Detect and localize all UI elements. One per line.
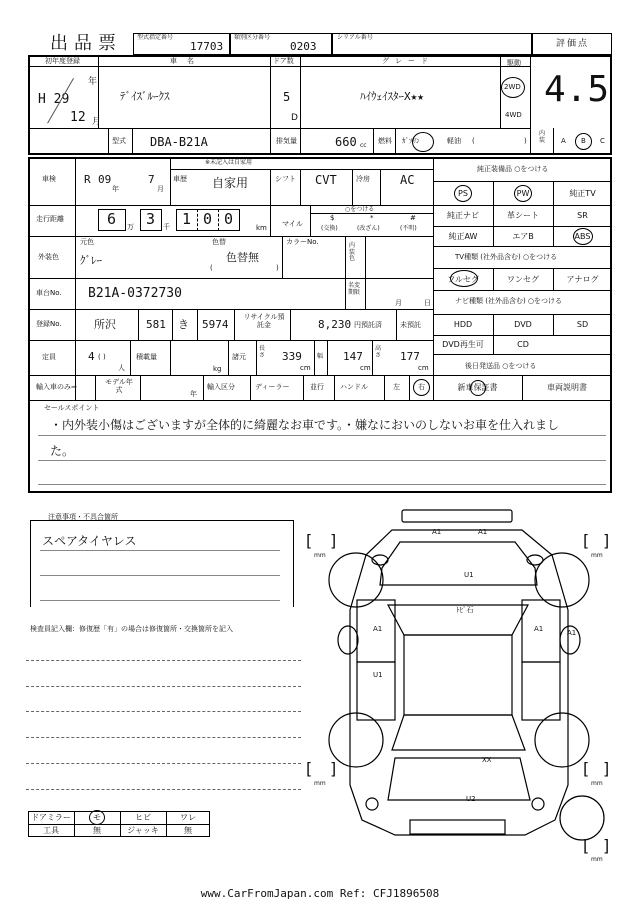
equip-ps: PS <box>458 188 468 198</box>
usage-value: 自家用 <box>212 176 249 190</box>
inspection-month: 7 <box>148 173 155 186</box>
displacement-label: 排気量 <box>276 137 297 145</box>
equip-aw: 純正AW <box>448 231 478 241</box>
nav-cd: CD <box>517 340 529 349</box>
doors-value: 5 <box>283 90 291 104</box>
drive-label: 駆動 <box>507 59 521 67</box>
len-label: 長さ <box>259 345 266 359</box>
tire-fr-bracket-r: ] <box>603 531 610 550</box>
later-title: 後日発送品 ○をつける <box>465 362 537 370</box>
score-label: 評価点 <box>556 39 590 49</box>
len-cm: cm <box>300 364 311 372</box>
mark-hood: U1 <box>464 571 474 579</box>
interior-c: C <box>600 137 605 145</box>
tool-label: 工具 <box>43 826 59 835</box>
handle-right: 右 <box>418 383 425 391</box>
plate-label: 登録No. <box>36 320 62 328</box>
shift-label: シフト <box>275 175 296 183</box>
capacity-value: 4 <box>88 350 95 363</box>
hgt-cm: cm <box>418 364 429 372</box>
interior-b: B <box>581 137 586 145</box>
doors-label: ドア数 <box>273 57 294 65</box>
length-value: 339 <box>282 350 302 363</box>
later-manual: 車両説明書 <box>547 383 587 392</box>
sales-label: セールスポイント <box>44 404 100 412</box>
car-diagram <box>300 500 620 870</box>
reg-year-unit: 年 <box>88 77 98 87</box>
tire-fl-bracket-l: [ <box>306 531 313 550</box>
tire-spare-bracket-l: [ <box>583 836 590 855</box>
handle-selected-circle <box>413 379 430 396</box>
tire-fl-mm: mm <box>314 552 326 559</box>
mirror-mo: モ <box>93 813 101 822</box>
interior-label: 内装 <box>539 130 546 144</box>
mileage-hash-sub: (不明) <box>400 225 417 232</box>
aircon-value: AC <box>400 173 415 187</box>
model-year-label: モデル年式 <box>105 378 133 395</box>
fuel-gasoline: ｶﾞｿﾘﾝ <box>402 137 420 145</box>
shift-value: CVT <box>315 173 337 187</box>
tire-rl-bracket-l: [ <box>306 759 313 778</box>
car-name-label: 車名 <box>170 57 204 65</box>
equip-abs-circle <box>573 228 593 245</box>
mark-windshield: ﾄﾋﾞ石 <box>456 606 474 614</box>
mileage-star-sub: (改ざん) <box>357 225 380 232</box>
name-change-day: 日 <box>424 299 431 307</box>
nav-dvd-play: DVD再生可 <box>442 340 484 349</box>
dims-label: 諸元 <box>232 353 246 361</box>
tv-analog: アナログ <box>566 274 599 284</box>
mileage-star: * <box>370 214 374 222</box>
aircon-label: 冷房 <box>356 175 370 183</box>
inspection-era: R <box>84 173 91 186</box>
load-label: 積載量 <box>136 353 157 361</box>
equip-navi: 純正ナビ <box>447 211 479 220</box>
nav-dvd: DVD <box>514 320 532 329</box>
width-value: 147 <box>343 350 363 363</box>
inspection-label: 車検 <box>42 175 56 183</box>
serial-label: シリアル番号 <box>337 34 373 41</box>
color-repaint-paren-close: ) <box>276 264 279 272</box>
equip-airbag: エアB <box>512 231 534 241</box>
mileage-d5: 0 <box>224 210 234 228</box>
mark-rear-bumper: U2 <box>466 795 476 803</box>
equip-ps-circle <box>454 185 472 202</box>
fuel-paren-open: ( <box>472 137 475 145</box>
mileage-sen: 千 <box>163 223 170 231</box>
reg-month: 12 <box>70 110 86 125</box>
chassis-value: B21A-0372730 <box>88 286 182 301</box>
mark-left-rear-door: U1 <box>373 671 383 679</box>
drive-4wd: 4WD <box>505 111 522 119</box>
reg-month-unit: 月 <box>92 117 102 127</box>
mark-right-mirror: A1 <box>567 629 577 637</box>
notes-label: 注意事項・不具合箇所 <box>48 513 118 521</box>
capacity-unit: 人 <box>118 364 125 372</box>
mark-trunk: XX <box>482 756 492 764</box>
equip-pw: PW <box>516 188 530 198</box>
color-orig-label: 元色 <box>80 238 94 246</box>
mark-right-front-door: A1 <box>534 625 544 633</box>
mirror-header: ドアミラー <box>31 813 71 822</box>
first-reg-label: 初年度登録 <box>45 57 80 65</box>
footer-ref: www.CarFromJapan.com Ref: CFJ1896508 <box>200 887 440 900</box>
color-orig-value: ｸﾞﾚｰ <box>80 254 102 267</box>
fuel-label: 燃料 <box>378 137 392 145</box>
grade-label: グレード <box>382 57 434 65</box>
tire-fr-bracket-l: [ <box>583 531 590 550</box>
score-value: 4.5 <box>544 69 610 110</box>
name-change-label: 名変期限 <box>348 282 361 296</box>
mirror-crack: ヒビ <box>135 813 151 822</box>
sales-line-2: た。 <box>50 444 75 458</box>
model-code-value: 17703 <box>190 40 224 53</box>
plate-number: 5974 <box>202 318 229 331</box>
tire-rl-mm: mm <box>314 780 326 787</box>
tire-spare-mm: mm <box>591 856 603 863</box>
later-warranty: 新車保証書 <box>457 383 498 392</box>
displacement-value: 660 <box>335 135 357 149</box>
later-warranty-circle <box>470 380 486 396</box>
mileage-mile: マイル <box>282 220 303 228</box>
mileage-d3: 1 <box>182 210 192 228</box>
mileage-unit: km <box>256 224 267 232</box>
model-type-value: DBA-B21A <box>150 135 208 149</box>
mileage-d4: 0 <box>203 210 213 228</box>
model-type-label: 型式 <box>112 137 126 145</box>
class-code-value: 0203 <box>290 40 317 53</box>
color-repaint-value: 色替無 <box>226 251 259 264</box>
tool-value: 無 <box>93 826 101 835</box>
plate-region: 所沢 <box>94 318 116 331</box>
grade-value: ﾊｲｳｪｲｽﾀｰX★★ <box>360 90 424 103</box>
import-label: 輸入車のみ⇒ <box>36 383 77 391</box>
sales-line-1: ・内外装小傷はございますが全体的に綺麗なお車です。・嫌なにおいのしないお車を仕入れまし <box>50 418 560 432</box>
tire-fl-bracket-r: ] <box>330 531 337 550</box>
nav-sd: SD <box>576 320 589 329</box>
tire-rl-bracket-r: ] <box>330 759 337 778</box>
handle-label: ハンドル <box>340 383 368 391</box>
wid-label: 幅 <box>317 353 324 360</box>
color-repaint-label: 色替 <box>212 238 226 246</box>
int-color-label: 内装色 <box>349 242 356 263</box>
drive-2wd: 2WD <box>504 83 521 91</box>
capacity-label: 定員 <box>42 353 56 361</box>
class-code-label: 類別区分番号 <box>234 34 271 41</box>
equip-sr: SR <box>577 211 588 220</box>
import-dealer: ディーラー <box>255 383 290 391</box>
import-category-label: 輸入区分 <box>207 383 235 391</box>
chassis-label: 車台No. <box>36 289 62 297</box>
mileage-hash: # <box>410 214 416 222</box>
tire-rr-mm: mm <box>591 780 603 787</box>
recycle-value: 8,230 <box>318 318 352 331</box>
mileage-dollar-sub: (交換) <box>321 225 338 232</box>
tire-rr-bracket-r: ] <box>603 759 610 778</box>
load-unit: kg <box>213 365 222 373</box>
tv-fullseg-circle <box>450 270 478 287</box>
mirror-break: ワレ <box>180 813 196 822</box>
inspector-label: 検査員記入欄：修復歴「有」の場合は修復箇所・交換箇所を記入 <box>30 625 233 633</box>
color-repaint-paren-open: ( <box>210 264 213 272</box>
usage-label: 車歴 <box>173 175 187 183</box>
displacement-unit: cc <box>360 142 367 149</box>
plate-class: 581 <box>146 318 166 331</box>
tire-rr-bracket-l: [ <box>583 759 590 778</box>
import-parallel: 並行 <box>310 383 324 391</box>
car-name-value: ﾃﾞｲｽﾞﾙｰｸｽ <box>120 90 170 103</box>
inspection-year: 09 <box>98 173 112 186</box>
fuel-paren-close: ) <box>524 137 527 145</box>
tire-fr-mm: mm <box>591 552 603 559</box>
color-no-label: カラーNo. <box>286 238 319 246</box>
interior-a: A <box>561 137 566 145</box>
recycle-not-deposited: 未預託 <box>400 321 421 329</box>
sheet-title: 出品票 <box>50 33 122 54</box>
equip-tv: 純正TV <box>569 188 596 198</box>
handle-left: 左 <box>393 383 400 391</box>
inspection-year-unit: 年 <box>112 185 119 193</box>
inspection-month-unit: 月 <box>157 185 164 193</box>
height-value: 177 <box>400 350 420 363</box>
recycle-deposited: 円預託済 <box>354 321 382 329</box>
equip-pw-circle <box>514 185 532 202</box>
nav-hdd: HDD <box>453 320 473 329</box>
jack-value: 無 <box>184 826 192 835</box>
wid-cm: cm <box>360 364 371 372</box>
fuel-selected-circle <box>412 132 434 152</box>
equipment-title: 純正装備品 ○をつける <box>477 165 549 173</box>
mileage-label: 走行距離 <box>36 215 64 223</box>
name-change-month: 月 <box>395 299 402 307</box>
tv-fullseg: フルセグ <box>447 274 479 284</box>
mark-left-front-door: A1 <box>373 625 383 633</box>
notes-line-1: スペアタイヤレス <box>42 534 137 548</box>
doors-sub: D <box>291 113 298 123</box>
interior-selected-circle <box>575 133 592 150</box>
fuel-diesel: 軽油 <box>447 137 461 145</box>
mirror-mo-circle <box>89 810 105 825</box>
mark-front-bumper-1: A1 <box>432 528 442 536</box>
equip-leather: 革シート <box>507 211 539 220</box>
reg-era-year: H 29 <box>38 92 70 107</box>
mileage-d1: 6 <box>107 210 117 228</box>
mileage-dollar: $ <box>330 214 335 222</box>
mileage-man: 万 <box>127 223 134 231</box>
model-year-unit: 年 <box>190 390 197 398</box>
drive-selected-circle <box>501 77 525 98</box>
nav-title: ナビ種類 (社外品含む) ○をつける <box>455 297 563 305</box>
mark-front-bumper-2: A1 <box>478 528 488 536</box>
equip-abs: ABS <box>574 231 591 241</box>
model-code-label: 型式指定番号 <box>137 34 174 41</box>
capacity-paren: ( ) <box>98 353 106 361</box>
hgt-label: 高さ <box>375 345 382 359</box>
recycle-label: リサイクル預託金 <box>243 313 285 330</box>
tv-title: TV種類 (社外品含む) ○をつける <box>455 253 558 261</box>
usage-note: ※未記入は自家用 <box>205 159 253 166</box>
tire-spare-bracket-r: ] <box>603 836 610 855</box>
plate-kana: き <box>178 318 189 331</box>
mileage-d2: 3 <box>146 210 156 228</box>
color-label: 外装色 <box>38 253 59 261</box>
mileage-circle-hint: ○をつける <box>345 206 375 213</box>
tv-oneseg: ワンセグ <box>507 274 539 284</box>
jack-label: ジャッキ <box>127 826 159 835</box>
